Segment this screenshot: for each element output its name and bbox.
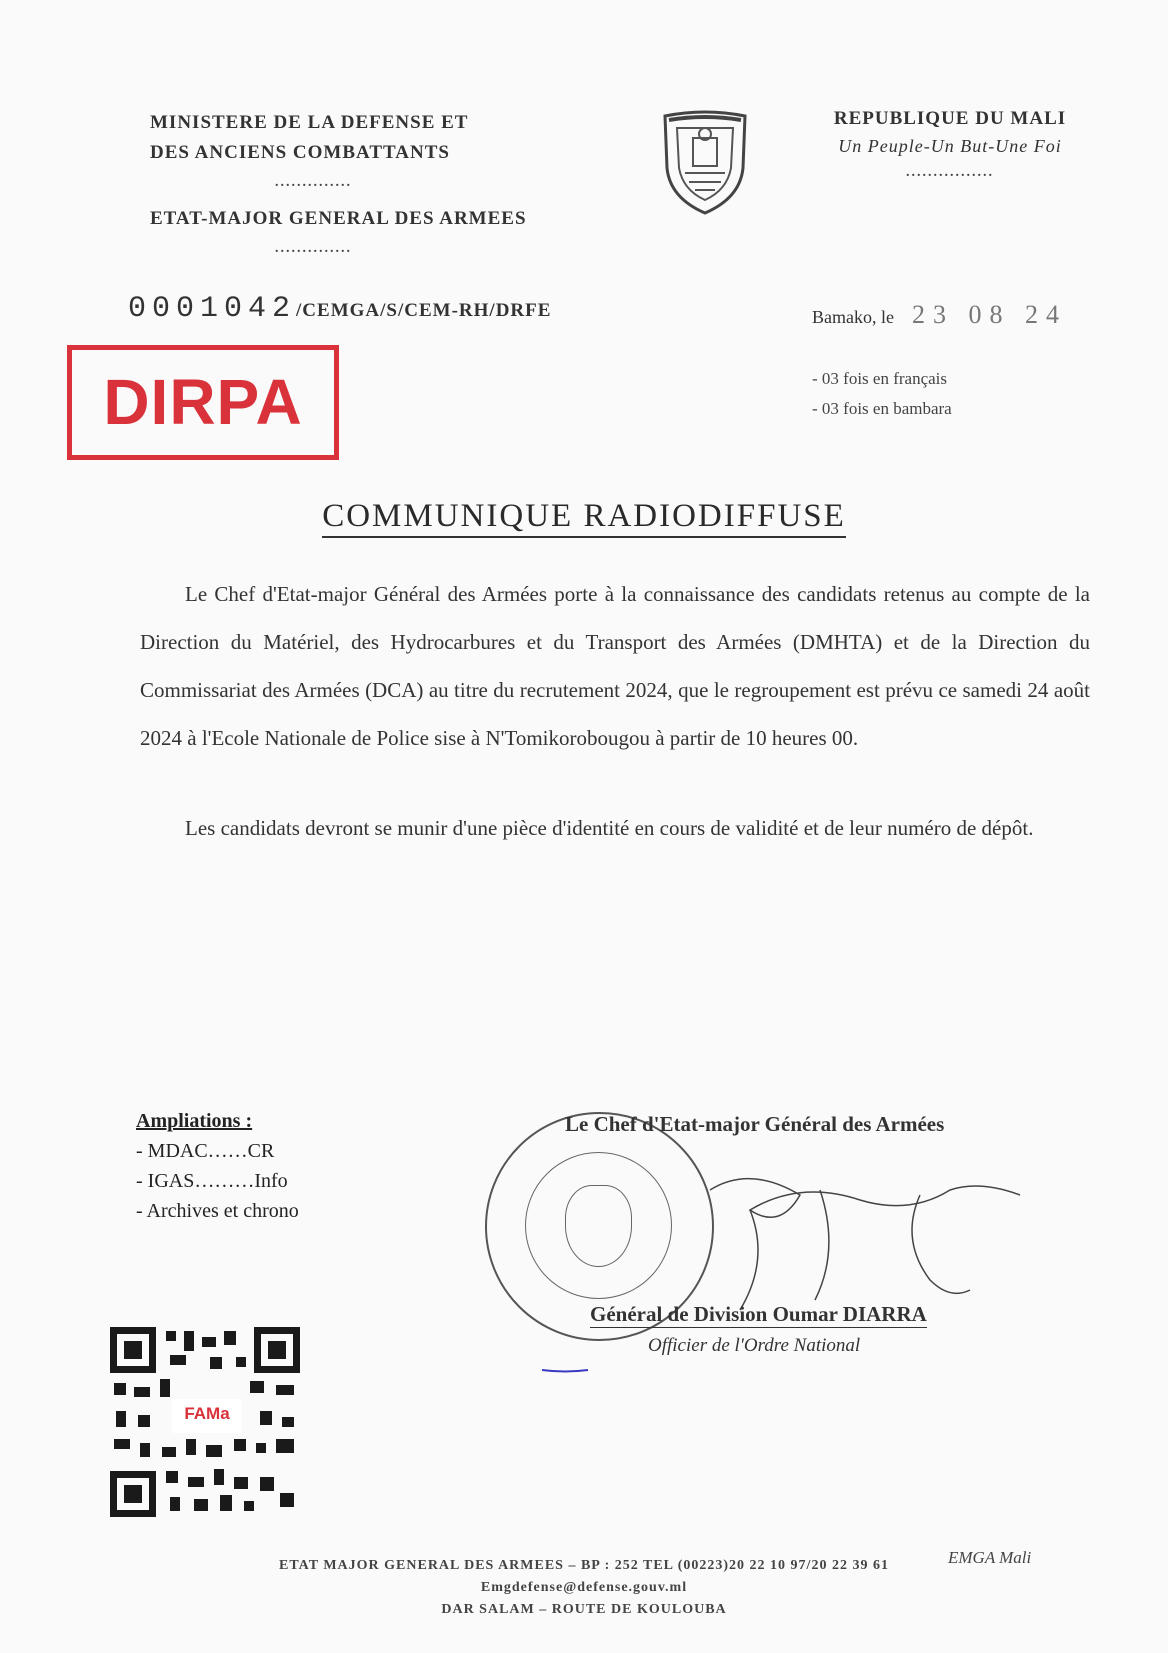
republic-header xyxy=(800,108,1100,181)
ampliation-item: - MDAC……CR xyxy=(136,1140,275,1162)
republic-name: REPUBLIQUE DU MALI xyxy=(833,108,1067,129)
signature-icon xyxy=(600,1170,1060,1320)
document-title xyxy=(0,498,1168,535)
place-date xyxy=(812,300,1067,330)
reference-digits: 0001042 xyxy=(128,292,297,326)
ampliations xyxy=(136,1106,299,1226)
staff-name: ETAT-MAJOR GENERAL DES ARMEES xyxy=(150,208,527,229)
separator-3: ................ xyxy=(906,165,994,180)
ministry-line1: MINISTERE DE LA DEFENSE ET xyxy=(150,112,469,133)
ampliation-item: - Archives et chrono xyxy=(136,1200,299,1222)
dirpa-stamp: DIRPA xyxy=(67,345,339,460)
date-value: 23 08 24 xyxy=(911,300,1067,329)
footer-tag: EMGA Mali xyxy=(948,1548,1032,1567)
footer xyxy=(0,1555,1168,1621)
ampliation-item: - IGAS………Info xyxy=(136,1170,288,1192)
signatory-rank: Officier de l'Ordre National xyxy=(648,1335,861,1356)
diffusion-item: - 03 fois en français xyxy=(812,369,948,388)
signatory-title: Le Chef d'Etat-major Général des Armées xyxy=(565,1112,945,1136)
ministry-line2: DES ANCIENS COMBATTANTS xyxy=(150,142,450,163)
footer-address: DAR SALAM – ROUTE DE KOULOUBA xyxy=(441,1602,727,1617)
document-body xyxy=(140,570,1090,852)
coat-of-arms-icon xyxy=(655,108,755,218)
separator-2: .............. xyxy=(275,241,352,256)
footer-line1: ETAT MAJOR GENERAL DES ARMEES – BP : 252 TEL (00223)20 22 10 97/20 22 39 61 xyxy=(279,1558,889,1573)
footer-email: Emgdefense@defense.gouv.ml xyxy=(480,1580,688,1595)
diffusion-item: - 03 fois en bambara xyxy=(812,399,952,418)
place-label: Bamako, le xyxy=(812,307,894,327)
signatory-name: Général de Division Oumar DIARRA xyxy=(590,1302,927,1326)
separator-1: .............. xyxy=(275,175,352,190)
diffusion-list xyxy=(812,364,952,424)
national-motto: Un Peuple-Un But-Une Foi xyxy=(838,136,1062,156)
body-paragraph-2: Les candidats devront se munir d'une pièce d'identité en cours de validité et de leur numéro de dépôt. xyxy=(185,816,1034,840)
ampliations-title: Ampliations : xyxy=(136,1110,253,1132)
title-text: COMMUNIQUE RADIODIFFUSE xyxy=(322,498,846,538)
qr-label: FAMa xyxy=(184,1404,230,1423)
reference-code: /CEMGA/S/CEM-RH/DRFE xyxy=(296,300,552,321)
reference-number xyxy=(128,292,551,326)
pen-mark-icon xyxy=(540,1365,590,1375)
ministry-header xyxy=(150,108,570,264)
body-paragraph-1: Le Chef d'Etat-major Général des Armées porte à la connaissance des candidats retenus au compte de la Direction du Matériel, des Hydrocarbures et du Transport des Armées (DMHTA) et de la Direction du Commissariat des Armées (DCA) au titre du recrutement 2024, que le regroupement est prévu ce samedi 24 août 2024 à l'Ecole Nationale de Police sise à N'Tomikorobougou à partir de 10 heures 00. xyxy=(140,582,1090,750)
